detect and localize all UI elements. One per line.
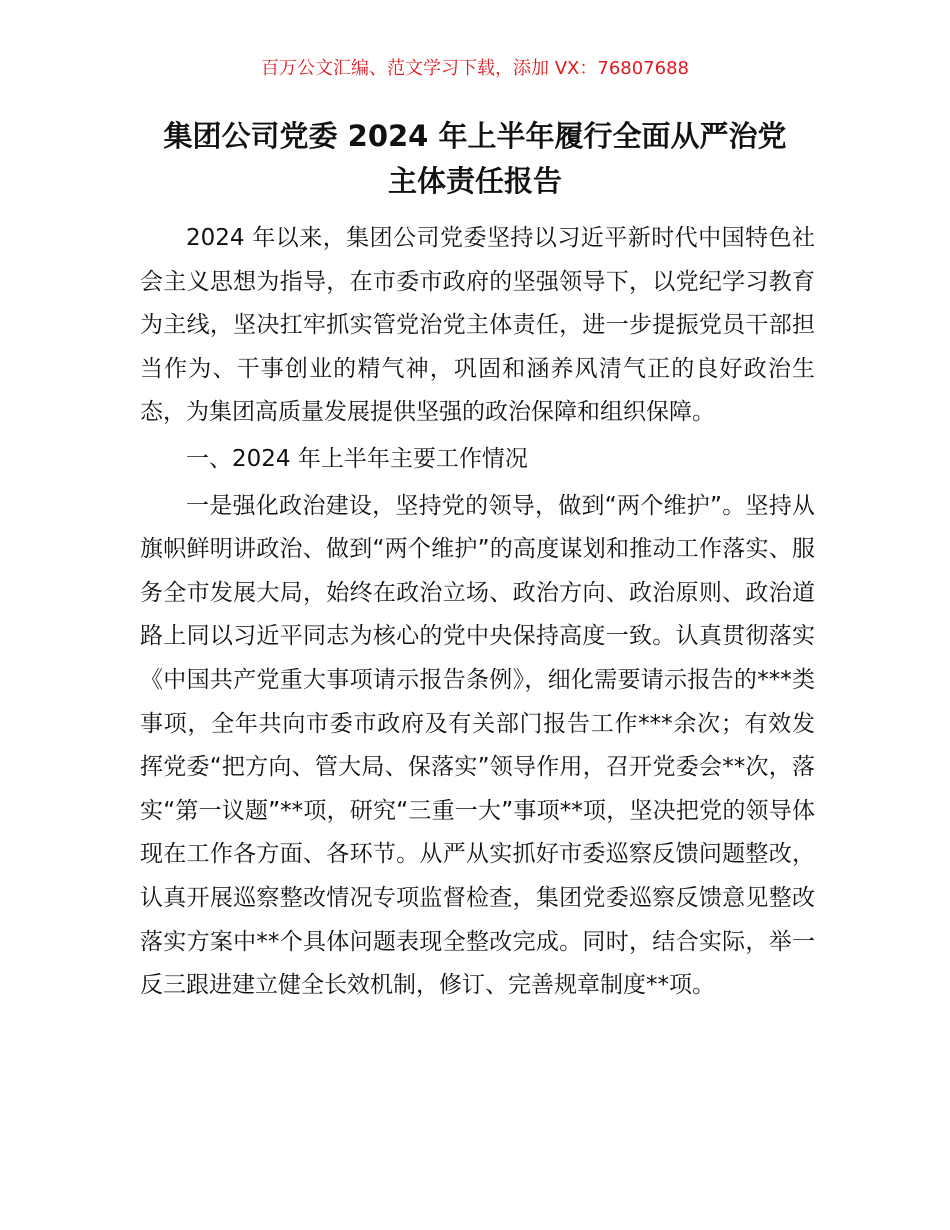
section-paragraph: 一是强化政治建设，坚持党的领导，做到“两个维护”。坚持从旗帜鲜明讲政治、做到“两个维护”的高度谋划和推动工作落实、服务全市发展大局，始终在政治立场、政治方向、政治原则、政治道路上同以习近平同志为核心的党中央保持高度一致。认真贯彻落实《中国共产党重大事项请示报告条例》，细化需要请示报告的***类事项，全年共向市委市政府及有关部门报告工作***余次；有效发挥党委“把方向、管大局、保落实”领导作用，召开党委会**次，落实“第一议题”**项，研究“三重一大”事项**项，坚决把党的领导体现在工作各方面、各环节。从严从实抓好市委巡察反馈问题整改，认真开展巡察整改情况专项监督检查，集团党委巡察反馈意见整改落实方案中**个具体问题表现全整改完成。同时，结合实际，举一反三跟进建立健全长效机制，修订、完善规章制度**项。: [140, 492, 815, 999]
watermark-banner: 百万公文汇编、范文学习下载，添加 VX：76807688: [261, 58, 689, 79]
document-title: [120, 114, 830, 204]
intro-paragraph: 2024 年以来，集团公司党委坚持以习近平新时代中国特色社会主义思想为指导，在市委市政府的坚强领导下，以党纪学习教育为主线，坚决扛牢抓实管党治党主体责任，进一步提振党员干部担当作为、干事创业的精气神，巩固和涵养风清气正的良好政治生态，为集团高质量发展提供坚强的政治保障和组织保障。: [140, 225, 815, 426]
section-heading: 一、2024 年上半年主要工作情况: [186, 445, 528, 472]
title-line-2: 主体责任报告: [387, 164, 562, 198]
document-body: [140, 217, 815, 1008]
title-line-1: 集团公司党委 2024 年上半年履行全面从严治党: [163, 119, 787, 153]
